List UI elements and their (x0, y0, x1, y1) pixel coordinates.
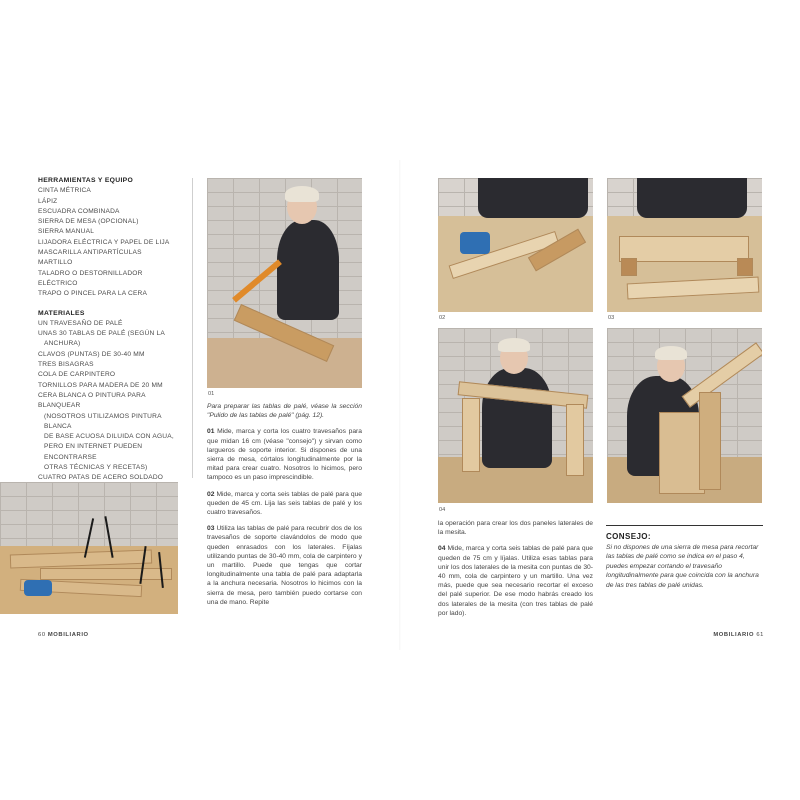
step-number: 02 (207, 490, 215, 498)
list-item: TRES BISAGRAS (38, 361, 94, 369)
list-item: UNAS 30 TABLAS DE PALÉ (SEGÚN LA (38, 330, 165, 338)
list-item: CINTA MÉTRICA (38, 187, 92, 195)
materials-list (38, 319, 180, 494)
step-04 (438, 544, 593, 618)
list-item: (NOSOTROS UTILIZAMOS PINTURA BLANCA (44, 412, 162, 430)
step-text: Mide, marca y corta los cuatro travesaños para que midan 16 cm (véase "consejo") y sirvan como largueros de soporte interior. Si dispones de una sierra de mesa, córtalos longitudinalmente por la mitad para crear cuatro. Nosotros lo hicimos, pero tampoco es un paso imprescindible. (207, 428, 363, 482)
step-04-photo (438, 328, 593, 503)
list-item: ANCHURA) (44, 340, 81, 348)
step-text: Mide, marca y corta seis tablas de palé para que queden de 75 cm y líjalas. Utiliza esas tablas para unir los dos laterales de la mesita con puntas de 30-40 mm, cola de carpintero y un martillo. Una vez más, puede que sea necesario recortar el exceso del palé superior. De ese modo habrás creado los dos laterales de la mesita (con tres tablas de palé por lado). (438, 545, 594, 617)
list-item: ESCUADRA COMBINADA (38, 207, 120, 215)
steps-column-2 (438, 519, 593, 625)
step-text: Utiliza las tablas de palé para recubrir dos de los travesaños de soporte clavándolos de modo que queden enrasados con los laterales. Fíjalas utilizando puntas de 30-40 mm, cola de carpintero y un martillo. Puede que tengas que cortar longitudinalmente una tabla de palé para adaptarla a la anchura necesaria. Nosotros lo hicimos con la sierra de mesa, pero también puedo cortarse con una de mano. Repite (207, 525, 363, 606)
step-01 (207, 427, 362, 482)
step-number: 03 (207, 525, 215, 533)
list-item: CERA BLANCA O PINTURA PARA BLANQUEAR (38, 391, 146, 410)
supplies-lists (38, 176, 180, 503)
step-02 (207, 490, 362, 518)
materials-heading: MATERIALES (38, 309, 85, 317)
list-item: COLA DE CARPINTERO (38, 371, 116, 379)
photo-number: 03 (608, 315, 615, 321)
list-item: CLAVOS (PUNTAS) DE 30-40 MM (38, 350, 145, 358)
list-item: SIERRA DE MESA (OPCIONAL) (38, 218, 139, 226)
list-item: LIJADORA ELÉCTRICA Y PAPEL DE LIJA (38, 238, 170, 246)
list-item: LÁPIZ (38, 197, 58, 205)
step-number: 04 (438, 545, 446, 553)
page-number: 60 (38, 632, 46, 638)
materials-photo (0, 482, 178, 614)
step-text: Mide, marca y corta seis tablas de palé para que queden de 45 cm. Lija las seis tablas de palé y los cuatro travesaños. (207, 490, 363, 517)
list-item: TALADRO O DESTORNILLADOR ELÉCTRICO (38, 269, 143, 287)
list-item: CUATRO PATAS DE ACERO SOLDADO (38, 474, 164, 482)
right-folio (713, 632, 764, 638)
list-item: MASCARILLA ANTIPARTÍCULAS (38, 249, 142, 257)
list-item: MARTILLO (38, 259, 73, 267)
steps-column-1 (207, 402, 362, 614)
tools-heading: HERRAMIENTAS Y EQUIPO (38, 177, 134, 184)
page-gutter (399, 160, 401, 650)
list-item: UN TRAVESAÑO DE PALÉ (38, 319, 123, 327)
photo-number: 01 (208, 391, 215, 397)
section-label: MOBILIARIO (713, 632, 755, 638)
tip-text: Si no dispones de una sierra de mesa para recortar las tablas de palé como se indica en el paso 4, puedes empezar cortando el travesaño longitudinalmente para que coincida con la anchura de las tres tablas de palé unidas. (606, 544, 759, 589)
step-03-continued: la operación para crear los dos paneles laterales de la mesita. (438, 520, 593, 537)
step-02-photo (438, 178, 593, 312)
step-03-photo (607, 178, 762, 312)
list-item: DE BASE ACUOSA DILUIDA CON AGUA, (44, 433, 174, 441)
list-item: OTRAS TÉCNICAS Y RECETAS) (44, 464, 148, 472)
left-folio (38, 632, 89, 638)
step-number: 01 (207, 428, 215, 436)
list-item: PERO EN INTERNET PUEDEN ENCONTRARSE (44, 443, 143, 461)
column-rule (192, 178, 193, 478)
tools-list (38, 186, 180, 299)
list-item: TRAPO O PINCEL PARA LA CERA (38, 290, 148, 298)
step-03 (207, 524, 362, 607)
tip-heading: CONSEJO: (606, 532, 651, 541)
list-item: SIERRA MANUAL (38, 228, 95, 236)
tip-box (606, 525, 763, 590)
photo-number: 02 (439, 315, 446, 321)
list-item: TORNILLOS PARA MADERA DE 20 MM (38, 381, 163, 389)
step-01-photo (207, 178, 362, 388)
photo-number: 04 (439, 507, 446, 513)
intro-note: Para preparar las tablas de palé, véase la sección "Pulido de las tablas de palé" (pág. 12). (207, 403, 362, 420)
step-05-photo (607, 328, 762, 503)
page-number: 61 (756, 632, 764, 638)
section-label: MOBILIARIO (47, 632, 89, 638)
